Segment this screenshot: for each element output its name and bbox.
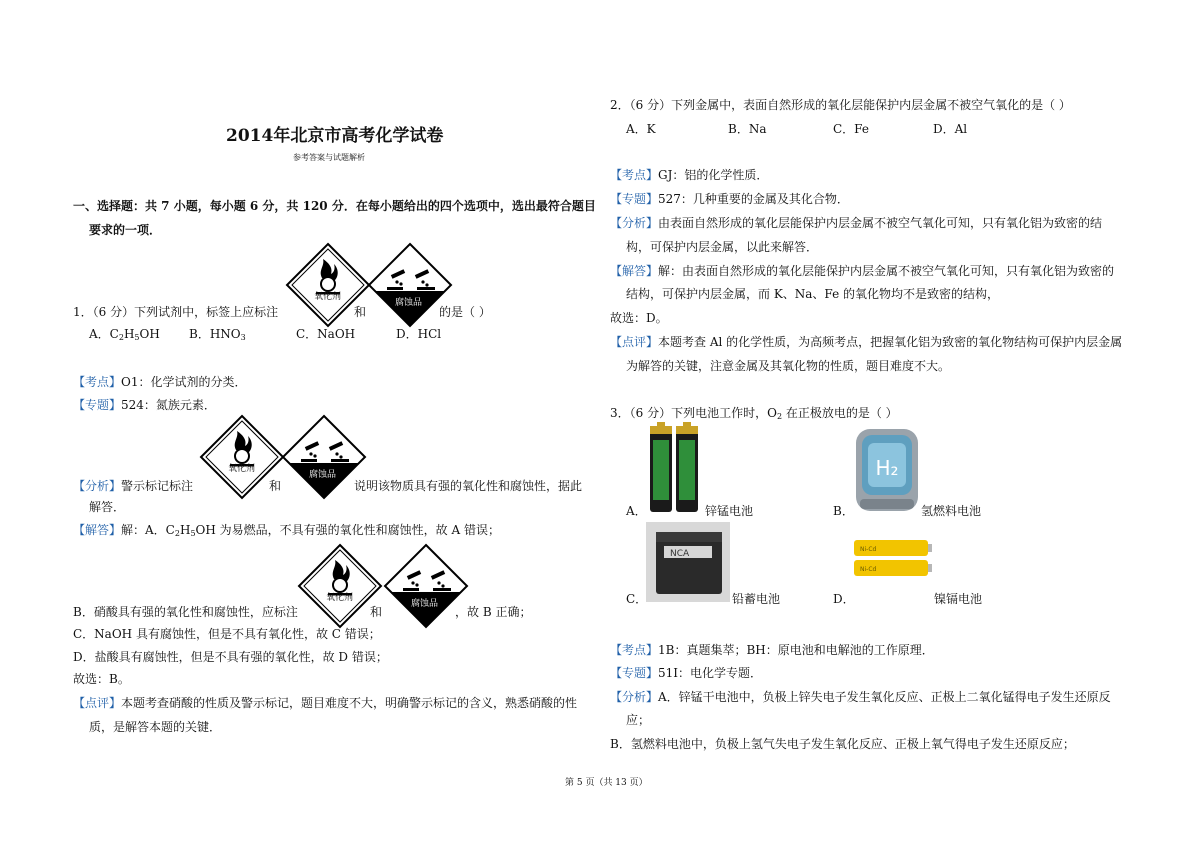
oxidizer-label: 氧化剂 — [326, 593, 354, 603]
q3-option-d-label: 镍镉电池 — [934, 592, 983, 606]
page-title: 2014年北京市高考化学试卷 — [226, 126, 444, 146]
corrosive-label: 腐蚀品 — [395, 298, 423, 308]
q3-option-b-image-text: H₂ — [875, 456, 899, 480]
q2-dianping: 【点评】本题考查 Al 的化学性质，为高频考点，把握氧化铝为致密的氧化物结构可保护内层金属 — [610, 335, 1123, 349]
q2-stem: 2．（6 分）下列金属中，表面自然形成的氧化层能保护内层金属不被空气氧化的是（ ） — [610, 98, 1071, 112]
q1-kaodian: 【考点】O1：化学试剂的分类． — [73, 375, 247, 389]
zinc-manganese-battery-image — [648, 422, 700, 514]
q2-fenxi-cont: 构，可保护内层金属，以此来解答． — [626, 240, 819, 254]
q3-option-c-label: 铅蓄电池 — [732, 592, 781, 606]
q3-option-a-label: 锌锰电池 — [705, 504, 754, 518]
q2-jieda: 【解答】解：由表面自然形成的氧化层能保护内层金属不被空气氧化可知，只有氧化铝为致密的 — [610, 264, 1115, 278]
q1-zhuanti: 【专题】524：氮族元素． — [73, 398, 216, 412]
q3-option-c-letter: C． — [626, 592, 648, 606]
q2-jieda-cont: 结构，可保护内层金属，而 K、Na、Fe 的氧化物均不是致密的结构， — [626, 287, 1000, 301]
q1-b-line: B．硝酸具有强的氧化性和腐蚀性，应标注 — [73, 605, 298, 619]
q1-dianping-cont: 质，是解答本题的关键． — [89, 720, 222, 734]
q3-option-d-image-text: Ni-Cd — [860, 566, 877, 573]
section-heading-cont: 要求的一项． — [89, 223, 162, 237]
page-footer: 第 5 页（共 13 页） — [565, 778, 648, 788]
q2-dianping-cont: 为解答的关键，注意金属及其氧化物的性质，题目难度不大。 — [626, 359, 951, 373]
page-subtitle: 参考答案与试题解析 — [293, 153, 365, 162]
q2-option-b: B．Na — [728, 122, 767, 136]
q1-fenxi-cont: 解答． — [89, 500, 126, 514]
q1-answer: 故选：B。 — [73, 672, 130, 686]
q3-fenxi: 【分析】A．锌锰干电池中，负极上锌失电子发生氧化反应、正极上二氧化锰得电子发生还原反 — [610, 690, 1111, 704]
q1-dianping: 【点评】本题考查硝酸的性质及警示标记，题目难度不大，明确警示标记的含义，熟悉硝酸的性 — [73, 696, 578, 710]
q2-zhuanti: 【专题】527：几种重要的金属及其化合物． — [610, 192, 849, 206]
q2-answer: 故选：D。 — [610, 311, 668, 325]
q2-option-d: D．Al — [933, 122, 968, 136]
q3-option-b-label: 氢燃料电池 — [921, 504, 982, 518]
q3-option-c-image-text: NCA — [670, 549, 690, 559]
q1-fenxi: 【分析】警示标记标注 — [73, 479, 194, 493]
q1-d-line: D．盐酸具有腐蚀性，但是不具有强的氧化性，故 D 错误； — [73, 650, 388, 664]
q1-stem-end: 的是（ ） — [439, 305, 491, 319]
q1-option-b: B．$HNO_3$ — [189, 327, 246, 342]
q3-zhuanti: 【专题】51I：电化学专题． — [610, 666, 763, 680]
q3-kaodian: 【考点】1B：真题集萃；BH：原电池和电解池的工作原理． — [610, 643, 934, 657]
lead-acid-battery-image — [646, 522, 730, 602]
q3-b-line: B．氢燃料电池中，负极上氢气失电子发生氧化反应、正极上氧气得电子发生还原反应； — [610, 737, 1075, 751]
q3-option-b-letter: B． — [833, 504, 854, 518]
q3-option-a-letter: A． — [626, 504, 647, 518]
q3-option-d-image-text: Ni-Cd — [860, 546, 877, 553]
corrosive-label: 腐蚀品 — [411, 599, 439, 609]
q2-fenxi: 【分析】由表面自然形成的氧化层能保护内层金属不被空气氧化可知，只有氧化铝为致密的结 — [610, 216, 1103, 230]
section-heading: 一、选择题：共 7 小题，每小题 6 分，共 120 分．在每小题给出的四个选项中，选出最符合题目 — [73, 199, 596, 213]
hydrogen-fuel-cell-image — [850, 425, 924, 515]
q1-b-line-end: ，故 B 正确； — [455, 605, 532, 619]
q2-option-c: C．Fe — [833, 122, 869, 136]
q1-fenxi-end: 说明该物质具有强的氧化性和腐蚀性，据此 — [354, 479, 583, 493]
q1-b-line-and: 和 — [370, 605, 383, 619]
corrosive-label: 腐蚀品 — [309, 470, 337, 480]
oxidizer-label: 氧化剂 — [314, 292, 342, 302]
q1-jieda: 【解答】解：A．$C_2H_5OH$ 为易燃品，不具有强的氧化性和腐蚀性，故 A 错误； — [73, 523, 500, 538]
q1-option-a: A．$C_2H_5OH$ — [89, 327, 160, 342]
q3-stem: 3．（6 分）下列电池工作时，$O_2$ 在正极放电的是（ ） — [610, 406, 898, 421]
q1-stem: 1．（6 分）下列试剂中，标签上应标注 — [73, 305, 279, 319]
q3-fenxi-cont: 应； — [626, 713, 651, 727]
q2-kaodian: 【考点】GJ：铝的化学性质． — [610, 168, 769, 182]
q3-option-d-letter: D． — [833, 592, 855, 606]
q1-c-line: C．NaOH 具有腐蚀性，但是不具有氧化性，故 C 错误； — [73, 627, 381, 641]
q1-stem-and: 和 — [354, 305, 367, 319]
q1-option-d: D．HCl — [396, 327, 442, 341]
q2-option-a: A．K — [626, 122, 656, 136]
oxidizer-label: 氧化剂 — [228, 464, 256, 474]
q1-option-c: C．NaOH — [296, 327, 356, 341]
nickel-cadmium-battery-image — [852, 532, 934, 584]
q1-fenxi-and: 和 — [269, 479, 282, 493]
